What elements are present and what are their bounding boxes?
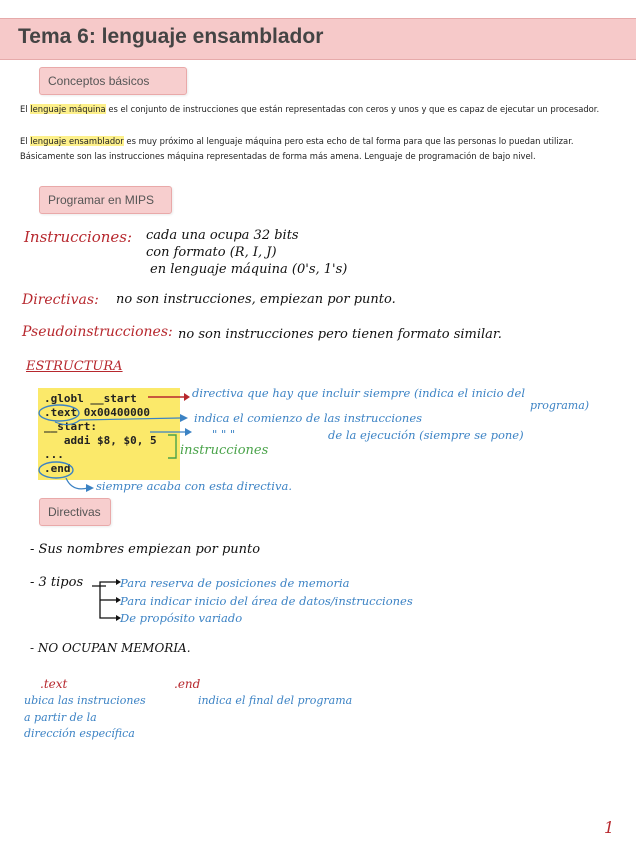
arrow-end — [66, 478, 88, 489]
code-line: .globl __start — [44, 392, 137, 405]
highlight: lenguaje ensamblador — [30, 136, 124, 146]
page-number: 1 — [604, 818, 615, 837]
circle-end — [39, 462, 73, 478]
section-directivas — [39, 498, 111, 526]
no-ocupan-memoria: - NO OCUPAN MEMORIA. — [30, 641, 191, 655]
code-line: .end — [44, 462, 71, 475]
annotation-globl: directiva que hay que incluir siempre (indica el inicio del — [192, 386, 526, 400]
annotation-start: de la ejecución (siempre se pone) — [328, 428, 524, 442]
instrucciones-label: Instrucciones: — [24, 228, 133, 246]
directivas-tipos: - 3 tipos — [30, 575, 84, 590]
arrow-head — [180, 414, 188, 422]
arrow-head — [184, 393, 190, 401]
highlight: lenguaje máquina — [30, 104, 106, 114]
bracket-instrucciones — [168, 435, 176, 458]
annotation-text: indica el comienzo de las instrucciones — [194, 411, 423, 425]
paragraph-lenguaje-ensamblador — [20, 134, 610, 164]
tipo-2: Para indicar inicio del área de datos/instrucciones — [120, 594, 413, 608]
section-programar — [39, 186, 172, 214]
paragraph-lenguaje-maquina — [20, 102, 610, 117]
tipo-1: Para reserva de posiciones de memoria — [120, 576, 350, 590]
estructura-heading: ESTRUCTURA — [26, 359, 123, 374]
text-directive-desc-2: a partir de la — [24, 711, 97, 724]
instr-line-3: en lenguaje máquina (0's, 1's) — [150, 262, 348, 277]
directivas-nombres: - Sus nombres empiezan por punto — [30, 542, 261, 557]
directivas-text: no son instrucciones, empiezan por punto. — [116, 292, 396, 307]
code-line: .text 0x00400000 — [44, 406, 150, 419]
directivas-label: Directivas: — [22, 292, 99, 308]
page-header — [0, 18, 636, 60]
code-line: __start: — [44, 420, 97, 433]
pseudo-text: no son instrucciones pero tienen formato similar. — [178, 327, 502, 342]
instr-line-2: con formato (R, I, J) — [146, 245, 277, 260]
arrow-head — [86, 484, 94, 492]
tipo-3: De propósito variado — [120, 611, 243, 625]
end-directive-desc: indica el final del programa — [198, 694, 353, 707]
section-label: Directivas — [48, 505, 101, 519]
circle-text — [39, 405, 79, 421]
code-line: addi $8, $0, 5 — [44, 434, 157, 447]
text: El — [20, 136, 31, 146]
section-conceptos — [39, 67, 187, 95]
text: es muy próximo al lenguaje máquina pero esta echo de tal forma para que las personas lo puedan utilizar. Básicamente son las instrucciones máquina representadas de forma más amena. Lenguaje de programación de bajo nivel. — [20, 136, 574, 161]
annotation-instrucciones: instrucciones — [180, 443, 269, 458]
branch-lines — [92, 586, 116, 618]
arrow-head — [185, 428, 192, 436]
page-title: Tema 6: lenguaje ensamblador — [18, 25, 324, 48]
text-directive-desc-1: ubica las instruciones — [24, 694, 146, 707]
code-line: ... — [44, 448, 64, 461]
text: es el conjunto de instrucciones que están representadas con ceros y unos y que es capaz de ejecutar un procesador. — [105, 104, 600, 114]
annotation-globl-2: programa) — [530, 399, 590, 412]
annotation-end: siempre acaba con esta directiva. — [96, 479, 292, 493]
instr-line-1: cada una ocupa 32 bits — [146, 228, 299, 243]
end-directive-label: .end — [174, 677, 201, 691]
text: El — [20, 104, 31, 114]
pseudo-label: Pseudoinstrucciones: — [22, 324, 173, 340]
text-directive-desc-3: dirección específica — [24, 727, 135, 740]
section-label: Programar en MIPS — [48, 193, 155, 207]
section-label: Conceptos básicos — [48, 74, 150, 88]
annotation-start-quotes: " " " — [212, 427, 236, 441]
text-directive-label: .text — [40, 677, 68, 691]
